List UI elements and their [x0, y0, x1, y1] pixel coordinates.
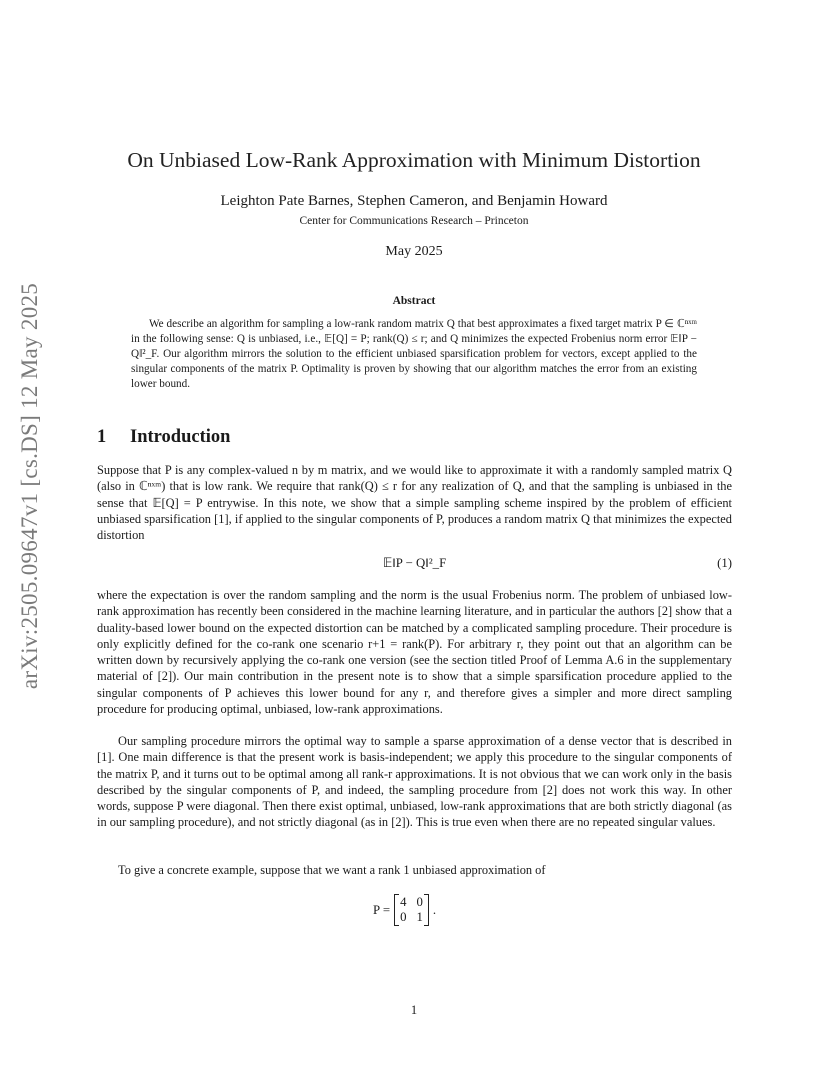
- equation-1-tag: (1): [717, 556, 732, 570]
- section-heading: [97, 427, 737, 448]
- abstract-heading: Abstract: [392, 295, 436, 307]
- abstract-body: [131, 317, 697, 392]
- equation-1: [97, 556, 732, 574]
- section-number: 1: [97, 427, 107, 447]
- paragraph-2-text: where the expectation is over the random sampling and the norm is the usual Frobenius norm. The problem of unbiased low-rank approximation has recently been considered in the machine learning literature, and in particular the authors [2] show that a duality-based lower bound on the expected distortion can be matched by a complicated sampling procedure. Their procedure is only explicitly defined for the co-rank one scenario r+1 = rank(P). For arbitrary r, they point out that an algorithm can be written down by recursively applying the co-rank one version (see the section titled Proof of Lemma A.6 in the supplementary material of [2]). Our main contribution in the present note is to show that a simple sparsification procedure applied to the singular components of P achieves this lower bound for any r, and therefore gives a simpler and more direct sampling procedure for producing optimal, unbiased, low-rank approximations.: [97, 588, 732, 717]
- paper-authors: Leighton Pate Barnes, Stephen Cameron, and Benjamin Howard: [220, 193, 608, 209]
- paragraph-3: [97, 733, 732, 831]
- matrix-equation: [373, 893, 436, 927]
- matrix-cell: 0: [416, 895, 423, 909]
- equation-1-expr: 𝔼‖P − Q‖²_F: [382, 556, 447, 570]
- page-number: 1: [410, 1003, 418, 1017]
- abstract-text: We describe an algorithm for sampling a low-rank random matrix Q that best approximates a fixed target matrix P ∈ ℂⁿˣᵐ in the following sense: Q is unbiased, i.e., 𝔼[Q] = P; rank(Q) ≤ r; and Q minimizes the expected Frobenius norm error 𝔼‖P − Q‖²_F. Our algorithm mirrors the solution to the efficient unbiased sparsification problem for vectors, except applied to the singular components of the matrix P. Optimality is proven by showing that our algorithm matches the error from an existing lower bound.: [131, 318, 697, 391]
- matrix-trailing: .: [432, 902, 437, 917]
- paper-date: May 2025: [385, 244, 443, 259]
- matrix-row: [400, 895, 423, 910]
- paragraph-3-text: Our sampling procedure mirrors the optimal way to sample a sparse approximation of a dense vector that is described in [1]. One main difference is that the present work is basis-independent; we apply this procedure to the singular components of the matrix P, and it turns out to be optimal among all rank-r approximations. It is not obvious that we can work only in the basis described by the singular components of P, and indeed, the sampling procedure from [2] does not work this way. In other words, suppose P were diagonal. Then there exist optimal, unbiased, low-rank approximations that are both strictly diagonal (as in our sampling procedure), and not strictly diagonal (as in [2]). This is true even when there are no repeated singular values.: [97, 734, 732, 830]
- paragraph-4: To give a concrete example, suppose that we want a rank 1 unbiased approximation of: [118, 863, 546, 877]
- section-title: Introduction: [130, 427, 231, 447]
- paragraph-1: Suppose that P is any complex-valued n by m matrix, and we would like to approximate it with a randomly sampled matrix Q (also in ℂⁿˣᵐ) that is low rank. We require that rank(Q) ≤ r for any realization of Q, and that the sampling is unbiased in the sense that 𝔼[Q] = P entrywise. In this note, we show that a simple sampling scheme inspired by the problem of efficient unbiased sparsification [1], if applied to the singular components of P, produces a random matrix Q that minimizes the expected distortion: [97, 463, 732, 543]
- arxiv-id: arXiv:2505.09647v1 [cs.DS] 12 May 2025: [17, 282, 42, 690]
- matrix-row: [400, 910, 423, 925]
- matrix-lhs: P =: [373, 902, 391, 917]
- paper-affiliation: Center for Communications Research – Princeton: [299, 215, 529, 227]
- paragraph-2: [97, 587, 732, 717]
- matrix-brackets: [394, 894, 429, 926]
- matrix-cell: 0: [400, 910, 407, 924]
- arxiv-sidebar: [14, 282, 46, 690]
- matrix-cell: 1: [416, 910, 423, 924]
- matrix-cell: 4: [400, 895, 407, 909]
- paper-title: On Unbiased Low-Rank Approximation with Minimum Distortion: [127, 148, 701, 172]
